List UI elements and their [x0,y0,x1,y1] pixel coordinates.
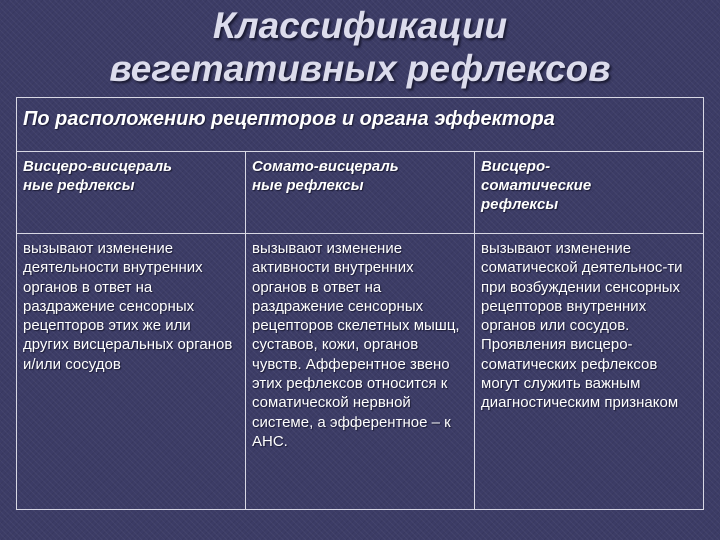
column-name-line: Сомато-висцераль [252,158,399,175]
column-name-line: ные рефлексы [23,177,135,194]
column-name-line: рефлексы [481,196,559,213]
description-somato-visceral: вызывают изменение активности внутренних органов в ответ на раздражение сенсорных рецепторов скелетных мышц, суставов, кожи, органов чувств. Афферентное звено этих рефлексов относится к соматической нервной системе, а эфферентное – к АНС. [246,234,475,510]
column-name-line: Висцеро- [481,158,551,175]
column-name-somato-visceral [246,152,475,234]
column-name-line: соматические [481,177,592,194]
column-names-row [17,152,704,234]
slide-title-line-1: Классификации [212,5,508,46]
column-name-line: ные рефлексы [252,177,364,194]
reflex-classification-table [16,97,704,510]
slide-title [0,4,720,90]
description-viscero-visceral: вызывают изменение деятельности внутренних органов в ответ на раздражение сенсорных рецепторов этих же или других висцеральных органов и/или сосудов [17,234,246,510]
column-name-viscero-visceral [17,152,246,234]
descriptions-row [17,234,704,510]
column-name-line: Висцеро-висцераль [23,158,173,175]
table-header-cell: По расположению рецепторов и органа эффектора [17,98,704,152]
table-header-row [17,98,704,152]
column-name-viscero-somatic [475,152,704,234]
description-viscero-somatic: вызывают изменение соматической деятельнос-ти при возбуждении сенсорных рецепторов внутренних органов или сосудов. Проявления висцеро-соматических рефлексов могут служить важным диагностическим признаком [475,234,704,510]
slide-title-line-2: вегетативных рефлексов [109,48,611,89]
